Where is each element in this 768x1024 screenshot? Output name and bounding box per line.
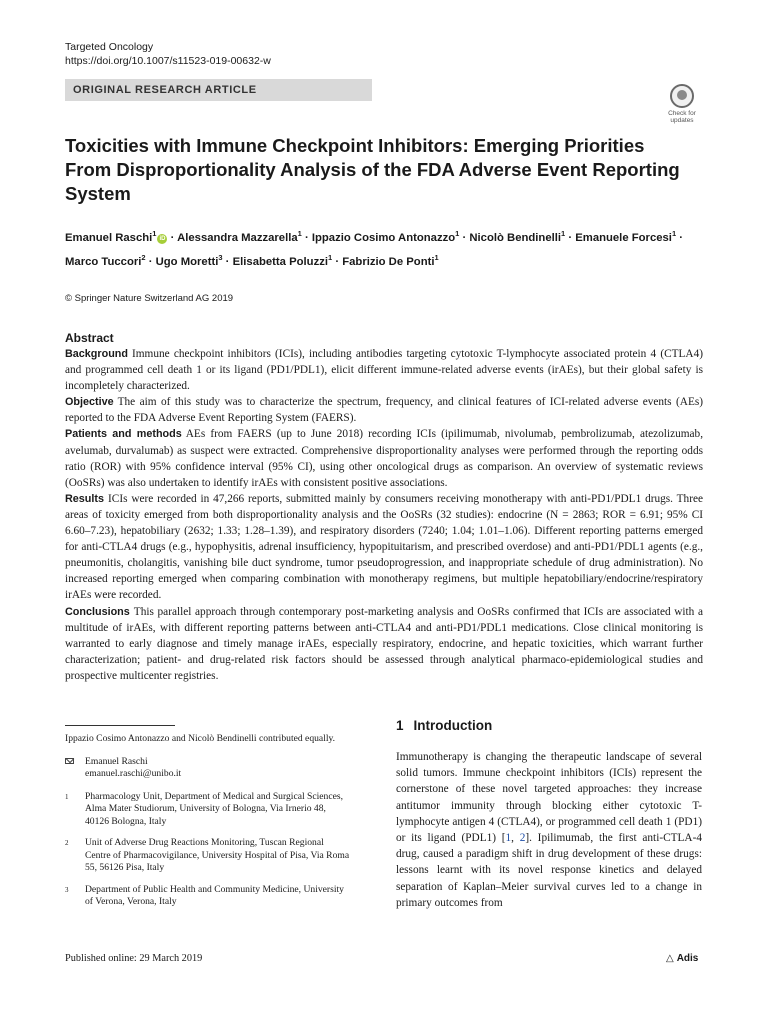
journal-name: Targeted Oncology (65, 41, 154, 53)
author-name[interactable]: Elisabetta Poluzzi (232, 255, 329, 268)
section-text: Immune checkpoint inhibitors (ICIs), including antibodies targeting cytotoxic T-lymphocyte associated protein 4 (CTLA4) and programmed cell death 1 or its ligand (PD1/PDL1), elicit different immune-related adverse events (irAEs), but their global safety is incompletely characterized. (65, 348, 703, 393)
section-label: Patients and methods (65, 428, 182, 441)
author-separator: · (676, 231, 684, 244)
section-text: AEs from FAERS (up to June 2018) recording ICIs (ipilimumab, nivolumab, pembrolizumab, atezolizumab, avelumab, durvalumab) as suspect were extracted. Comprehensive disproportionality analyses were performed through the reporting odds ratio (ROR) with 95% confidence interval (95% CI), using other oncological drugs as comparison. An overview of systematic reviews (OoSRs) was also undertaken to identify irAEs with consistent positive associations. (65, 428, 704, 489)
author-list (65, 224, 715, 272)
author-affiliation-marker: 1 (328, 252, 333, 262)
footnote-rule (65, 725, 175, 726)
citation-link[interactable]: 1 (505, 832, 512, 845)
adis-logo-icon: △ (666, 953, 674, 964)
section-label: Background (65, 348, 128, 360)
author-separator: · (459, 231, 470, 244)
affiliation-number: 2 (65, 839, 69, 847)
affiliation-2 (65, 837, 350, 875)
abstract-conclusions (65, 604, 703, 684)
citation-separator: , (511, 832, 520, 845)
author-name[interactable]: Nicolò Bendinelli (469, 231, 562, 244)
article-title: Toxicities with Immune Checkpoint Inhibitors: Emerging Priorities From Disproportionality Analysis of the FDA Adverse Event Reporting System (65, 135, 680, 204)
author-affiliation-marker: 1 (561, 229, 566, 238)
author-separator: · (332, 255, 343, 268)
check-for-updates-badge[interactable] (660, 84, 704, 126)
intro-text-part: Immunotherapy is changing the therapeutic landscape of several solid tumors. Immune checkpoint inhibitors (ICIs) represent the cornerstone of these novel targeted approaches: they increase antitumor immunity through blocking either cytotoxic T-lymphocyte antigen 4 (CTLA4), or programmed cell death 1 (PD1) or its ligand (PDL1) [ (396, 751, 702, 845)
introduction-heading (396, 718, 702, 733)
section-text: The aim of this study was to characterize the spectrum, frequency, and clinical features of ICI-related adverse events (AEs) reported to the FDA Adverse Event Reporting System (FAERS). (65, 396, 703, 425)
author-affiliation-marker: 2 (141, 252, 146, 262)
author-name[interactable]: Emanuele Forcesi (575, 231, 672, 244)
section-label: Results (65, 492, 105, 505)
publisher-name: Adis (676, 953, 699, 964)
author-separator: · (222, 255, 233, 268)
published-date: Published online: 29 March 2019 (65, 953, 203, 964)
section-number: 1 (396, 718, 404, 733)
affiliation-text: Pharmacology Unit, Department of Medical and Surgical Sciences, Alma Mater Studiorum, University of Bologna, Via Irnerio 48, 40126 Bologna, Italy (85, 790, 343, 827)
introduction-text (396, 749, 702, 911)
affiliation-3 (65, 884, 350, 909)
envelope-icon (65, 758, 74, 764)
section-text: This parallel approach through contemporary post-marketing analysis and OoSRs confirmed that ICIs are associated with a multitude of irAEs, with different reporting patterns between anti-CTLA4 and anti-PD1/PDL1 medications. Close clinical monitoring is warranted to early diagnose and timely manage irAEs, especially respiratory, endocrine, and hepatic toxicities, which warrant further characterization; patient- and drug-related risk factors should be assessed through analytical pharmaco-epidemiological studies and prospective multicenter registries. (65, 605, 703, 682)
affiliation-1 (65, 791, 350, 829)
abstract-results (65, 491, 703, 604)
affiliation-number: 1 (65, 792, 69, 801)
doi-link[interactable]: https://doi.org/10.1007/s11523-019-00632-w (65, 55, 271, 67)
section-title: Introduction (413, 718, 493, 733)
affiliation-text: Unit of Adverse Drug Reactions Monitoring, Tuscan Regional Centre of Pharmacovigilance, University Hospital of Pisa, Via Roma 55, 56126 Pisa, Italy (85, 837, 350, 873)
corresponding-email[interactable]: emanuel.raschi@unibo.it (85, 768, 182, 779)
author-separator: · (565, 231, 576, 244)
author-affiliation-marker: 3 (218, 252, 223, 262)
author-affiliation-marker: 1 (455, 229, 460, 238)
author-separator: · (167, 231, 178, 244)
copyright-notice: © Springer Nature Switzerland AG 2019 (65, 293, 234, 304)
affiliation-text: Department of Public Health and Community Medicine, University of Verona, Verona, Italy (85, 883, 344, 907)
abstract-methods (65, 426, 703, 490)
author-name[interactable]: Ippazio Cosimo Antonazzo (311, 231, 456, 244)
publisher-logo (666, 953, 698, 964)
author-name[interactable]: Marco Tuccori (65, 255, 142, 268)
author-name[interactable]: Ugo Moretti (155, 255, 219, 268)
introduction-section (396, 718, 702, 911)
section-label: Conclusions (65, 605, 130, 618)
abstract-objective (65, 394, 703, 426)
orcid-icon[interactable]: iD (159, 235, 166, 242)
abstract-heading: Abstract (65, 331, 114, 345)
footnotes (65, 733, 350, 909)
journal-header (65, 40, 271, 68)
author-affiliation-marker: 1 (434, 252, 439, 262)
abstract (65, 331, 703, 684)
author-name[interactable]: Emanuel Raschi (65, 231, 153, 244)
author-name[interactable]: Fabrizio De Ponti (342, 255, 435, 268)
author-separator: · (301, 231, 312, 244)
check-updates-icon (670, 84, 694, 108)
author-affiliation-marker: 1 (152, 229, 157, 238)
author-name[interactable]: Alessandra Mazzarella (177, 231, 298, 244)
author-affiliation-marker: 1 (297, 229, 302, 238)
section-label: Objective (65, 396, 114, 409)
corresponding-author (65, 756, 350, 781)
contribution-note: Ippazio Cosimo Antonazzo and Nicolò Bendinelli contributed equally. (65, 733, 336, 744)
article-type-banner: ORIGINAL RESEARCH ARTICLE (65, 79, 372, 101)
author-affiliation-marker: 1 (671, 229, 677, 238)
citation-link[interactable]: 2 (519, 832, 526, 845)
author-separator: · (145, 255, 156, 268)
check-updates-label: Check for updates (668, 110, 696, 124)
corresponding-name: Emanuel Raschi (85, 755, 148, 767)
intro-text-part: ]. Ipilimumab, the first anti-CTLA-4 drug, caused a paradigm shift in drug development of these drugs: lessons learnt with its novel response kinetics and delayed separation of Kaplan–Meier survival curves led to a change in primary outcomes from (396, 832, 702, 909)
section-text: ICIs were recorded in 47,266 reports, submitted mainly by consumers receiving monotherapy with anti-PD1/PDL1 drugs. Three areas of toxicity emerged from both disproportionality analysis and the OoSRs (32 studies): endocrine (N = 2863; ROR = 6.91; 95% CI 6.60–7.23), hepatobiliary (2632; 1.33; 1.28–1.39), and respiratory disorders (7240; 1.04; 1.01–1.06). Different reporting patterns emerged for anti-CTLA4 drugs (e.g., hypophysitis, adrenal insufficiency, hypopituitarism, and prescribed overdose) and anti-PD1/PDL1 agents (e.g., pneumonitis, cholangitis, vanishing bile duct syndrome, tumor pseudoprogression, and inappropriate schedule of drug administration). No increased reporting emerged when comparing combination with monotherapy regimens, but multiple hepatobiliary/endocrine/respiratory irAEs were recorded. (65, 492, 703, 602)
affiliation-number: 3 (65, 885, 69, 894)
abstract-background (65, 346, 703, 394)
